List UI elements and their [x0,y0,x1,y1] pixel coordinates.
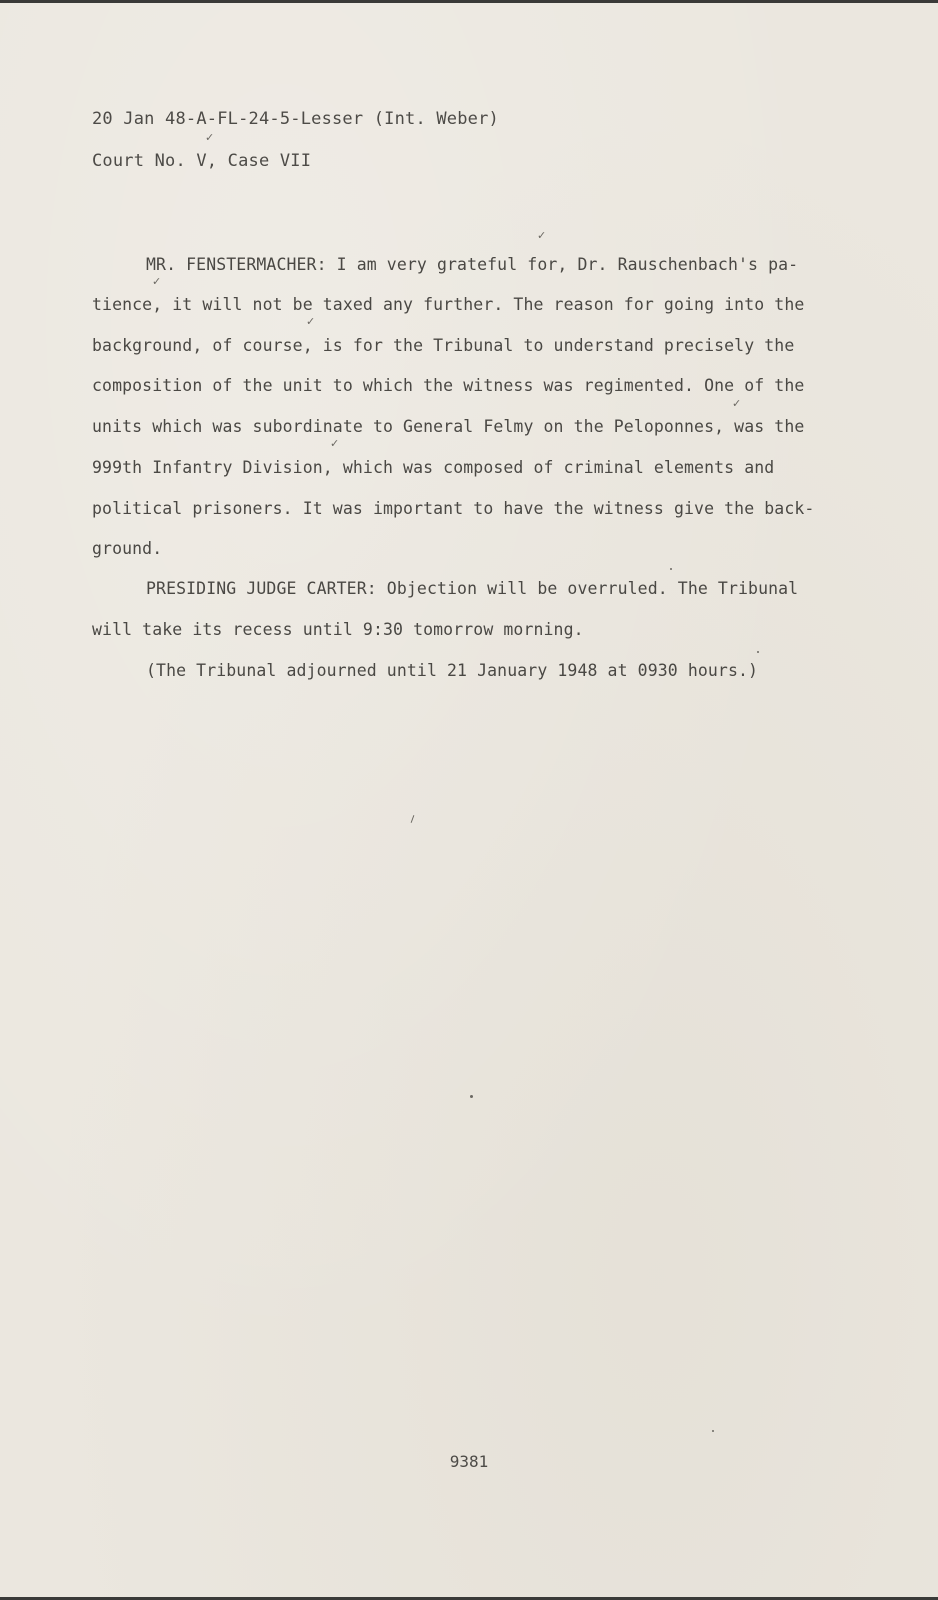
transcript-line: will take its recess until 9:30 tomorrow morning. [92,620,584,639]
transcript-line: MR. FENSTERMACHER: I am very grateful for, Dr. Rauschenbach's pa- [146,255,799,274]
transcript-line: 999th Infantry Division, which was composed of criminal elements and [92,458,775,477]
scan-mark: ✓ [732,397,742,410]
transcript-line: PRESIDING JUDGE CARTER: Objection will be overruled. The Tribunal [146,579,799,598]
scan-mark: ✓ [537,229,547,242]
scan-speck [712,1430,714,1432]
document-page [0,3,938,1597]
scan-speck [411,815,415,823]
scan-mark: ✓ [330,437,340,450]
transcript-line: units which was subordinate to General Felmy on the Peloponnes, was the [92,417,805,436]
scan-speck [757,651,759,653]
transcript-line: political prisoners. It was important to have the witness give the back- [92,499,815,518]
scan-mark: ✓ [205,131,215,144]
scan-speck [470,1095,473,1098]
scan-speck [670,568,672,570]
court-case-line: Court No. V, Case VII [92,151,312,171]
transcript-line: tience, it will not be taxed any further. The reason for going into the [92,295,805,314]
transcript-line: (The Tribunal adjourned until 21 January 1948 at 0930 hours.) [146,661,759,680]
transcript-line: composition of the unit to which the witness was regimented. One of the [92,376,805,395]
transcript-line: ground. [92,539,163,558]
page-number: 9381 [449,1452,489,1471]
scan-mark: ✓ [306,315,316,328]
case-reference: 20 Jan 48-A-FL-24-5-Lesser (Int. Weber) [92,109,499,129]
scan-mark: ✓ [152,275,162,288]
transcript-line: background, of course, is for the Tribunal to understand precisely the [92,336,795,355]
